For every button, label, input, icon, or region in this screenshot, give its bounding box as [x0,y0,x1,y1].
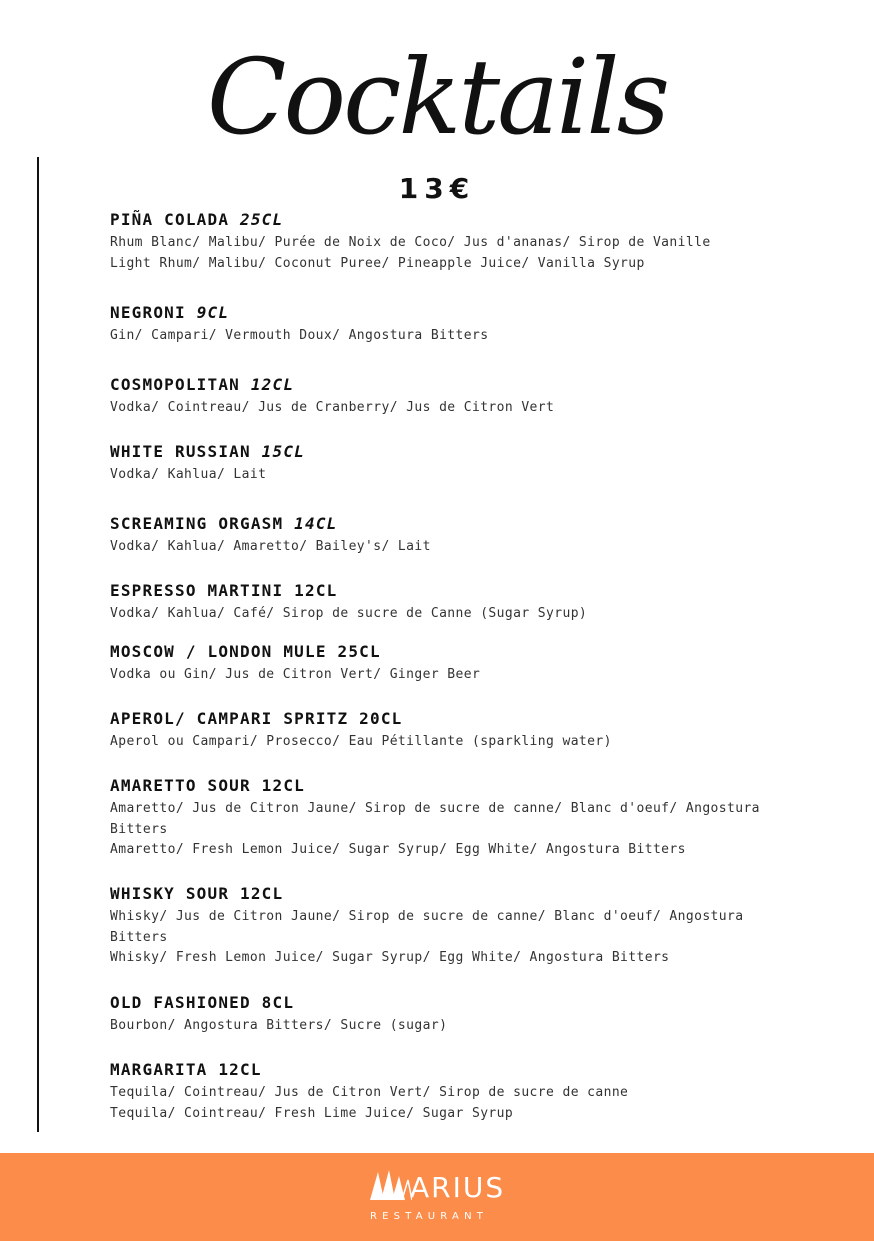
footer-bar [0,1153,874,1241]
drink-ingredients [110,233,810,274]
drink-volume: 14CL [294,514,338,533]
drink-volume: 15CL [261,442,306,461]
left-vertical-rule [37,157,39,1132]
drink-item [110,642,810,686]
drink-ingredients [110,398,810,419]
drink-item [110,709,810,753]
drink-ingredients [110,1083,810,1124]
drink-title: NEGRONI [110,303,186,322]
drink-item [110,993,810,1037]
drink-name [110,442,810,462]
menu-title: Cocktails [206,36,668,158]
drink-name [110,1060,810,1080]
ingredient-line: Vodka/ Kahlua/ Lait [110,467,267,482]
drink-title: OLD FASHIONED [110,993,251,1012]
ingredient-line: Vodka/ Kahlua/ Amaretto/ Bailey's/ Lait [110,539,431,554]
drink-name [110,993,810,1013]
ingredient-line: Bourbon/ Angostura Bitters/ Sucre (sugar) [110,1018,448,1033]
drink-ingredients [110,732,810,753]
drink-name [110,709,810,729]
ingredient-line: Bitters [110,929,168,945]
ingredient-line: Vodka/ Kahlua/ Café/ Sirop de sucre de Canne (Sugar Syrup) [110,606,588,621]
drink-name [110,514,810,534]
drink-title: SCREAMING ORGASM [110,514,284,533]
drink-title: MARGARITA [110,1060,208,1079]
drink-name [110,642,810,662]
drink-item [110,1060,810,1124]
mountain-logo-icon [368,1166,412,1206]
drink-name [110,375,810,395]
drink-volume: 9CL [196,303,230,322]
ingredient-line: Whisky/ Fresh Lemon Juice/ Sugar Syrup/ Egg White/ Angostura Bitters [110,950,670,965]
ingredient-line: Amaretto/ Fresh Lemon Juice/ Sugar Syrup/ Egg White/ Angostura Bitters [110,842,686,857]
drink-volume: 12CL [261,776,306,795]
drink-title: MOSCOW / LONDON MULE [110,642,327,661]
ingredient-line: Vodka ou Gin/ Jus de Citron Vert/ Ginger Beer [110,667,481,682]
ingredient-line: Gin/ Campari/ Vermouth Doux/ Angostura Bitters [110,328,489,343]
drink-volume: 12CL [294,581,338,600]
drink-volume: 25CL [240,210,284,229]
ingredient-line: Bitters [110,821,168,837]
drink-ingredients [110,465,810,486]
logo-wordmark: ARIUS [410,1171,506,1204]
drink-volume: 25CL [337,642,381,661]
drink-item [110,581,810,625]
drink-name [110,884,810,904]
ingredient-line: Tequila/ Cointreau/ Fresh Lime Juice/ Sugar Syrup [110,1105,514,1121]
drink-ingredients [110,604,810,625]
drink-ingredients [110,326,810,347]
drink-ingredients [110,907,810,969]
drink-ingredients [110,537,810,558]
ingredient-line: Aperol ou Campari/ Prosecco/ Eau Pétillante (sparkling water) [110,734,612,749]
drink-volume: 20CL [359,709,403,728]
drink-item [110,884,810,969]
drink-volume: 12CL [250,375,295,394]
drink-title: PIÑA COLADA [110,210,230,229]
drink-volume: 12CL [240,884,284,903]
ingredient-line: Amaretto/ Jus de Citron Jaune/ Sirop de sucre de canne/ Blanc d'oeuf/ Angostura [110,801,760,816]
drink-volume: 12CL [218,1060,262,1079]
drink-item [110,776,810,861]
drink-name [110,303,810,323]
drink-name [110,210,810,230]
drink-item [110,303,810,347]
ingredient-line: Rhum Blanc/ Malibu/ Purée de Noix de Coco/ Jus d'ananas/ Sirop de Vanille [110,235,711,250]
drink-title: COSMOPOLITAN [110,375,240,394]
drink-name [110,581,810,601]
drink-title: APEROL/ CAMPARI SPRITZ [110,709,349,728]
drink-item [110,514,810,558]
drink-title: WHITE RUSSIAN [110,442,251,461]
logo-subtitle: RESTAURANT [370,1211,489,1222]
drink-ingredients [110,1016,810,1037]
drink-name [110,776,810,796]
drink-title: WHISKY SOUR [110,884,230,903]
drink-item [110,210,810,274]
drink-ingredients [110,665,810,686]
drink-title: ESPRESSO MARTINI [110,581,284,600]
ingredient-line: Tequila/ Cointreau/ Jus de Citron Vert/ Sirop de sucre de canne [110,1085,629,1100]
ingredient-line: Vodka/ Cointreau/ Jus de Cranberry/ Jus de Citron Vert [110,400,555,415]
drink-item [110,375,810,419]
menu-price: 13€ [398,172,476,205]
drink-title: AMARETTO SOUR [110,776,251,795]
drink-ingredients [110,799,810,861]
restaurant-logo [368,1160,518,1230]
drink-volume: 8CL [261,993,295,1012]
ingredient-line: Light Rhum/ Malibu/ Coconut Puree/ Pineapple Juice/ Vanilla Syrup [110,255,645,271]
drink-item [110,442,810,486]
ingredient-line: Whisky/ Jus de Citron Jaune/ Sirop de sucre de canne/ Blanc d'oeuf/ Angostura [110,909,744,924]
